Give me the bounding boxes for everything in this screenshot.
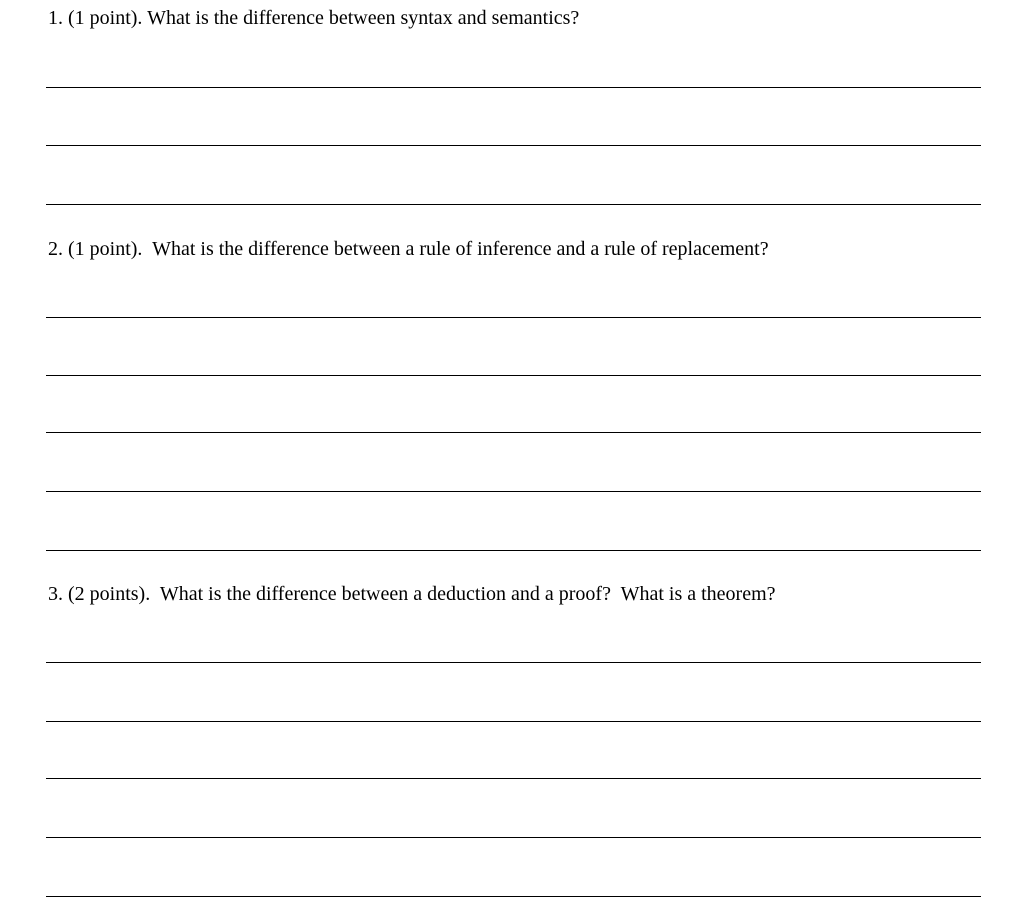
question-2-answer-line[interactable] [46,491,981,492]
question-1-text: 1. (1 point). What is the difference between syntax and semantics? [48,7,580,29]
question-3-answer-line[interactable] [46,837,981,838]
question-2-answer-line[interactable] [46,432,981,433]
question-3-answer-line[interactable] [46,896,981,897]
question-3-text: 3. (2 points). What is the difference between a deduction and a proof? What is a theorem? [48,583,776,605]
question-3-answer-line[interactable] [46,721,981,722]
question-3-answer-line[interactable] [46,662,981,663]
question-1-answer-line[interactable] [46,204,981,205]
question-2-answer-line[interactable] [46,550,981,551]
question-3-answer-line[interactable] [46,778,981,779]
question-1-answer-line[interactable] [46,87,981,88]
question-2-answer-line[interactable] [46,317,981,318]
question-1-answer-line[interactable] [46,145,981,146]
question-2-text: 2. (1 point). What is the difference between a rule of inference and a rule of replacement? [48,238,769,260]
question-2-answer-line[interactable] [46,375,981,376]
